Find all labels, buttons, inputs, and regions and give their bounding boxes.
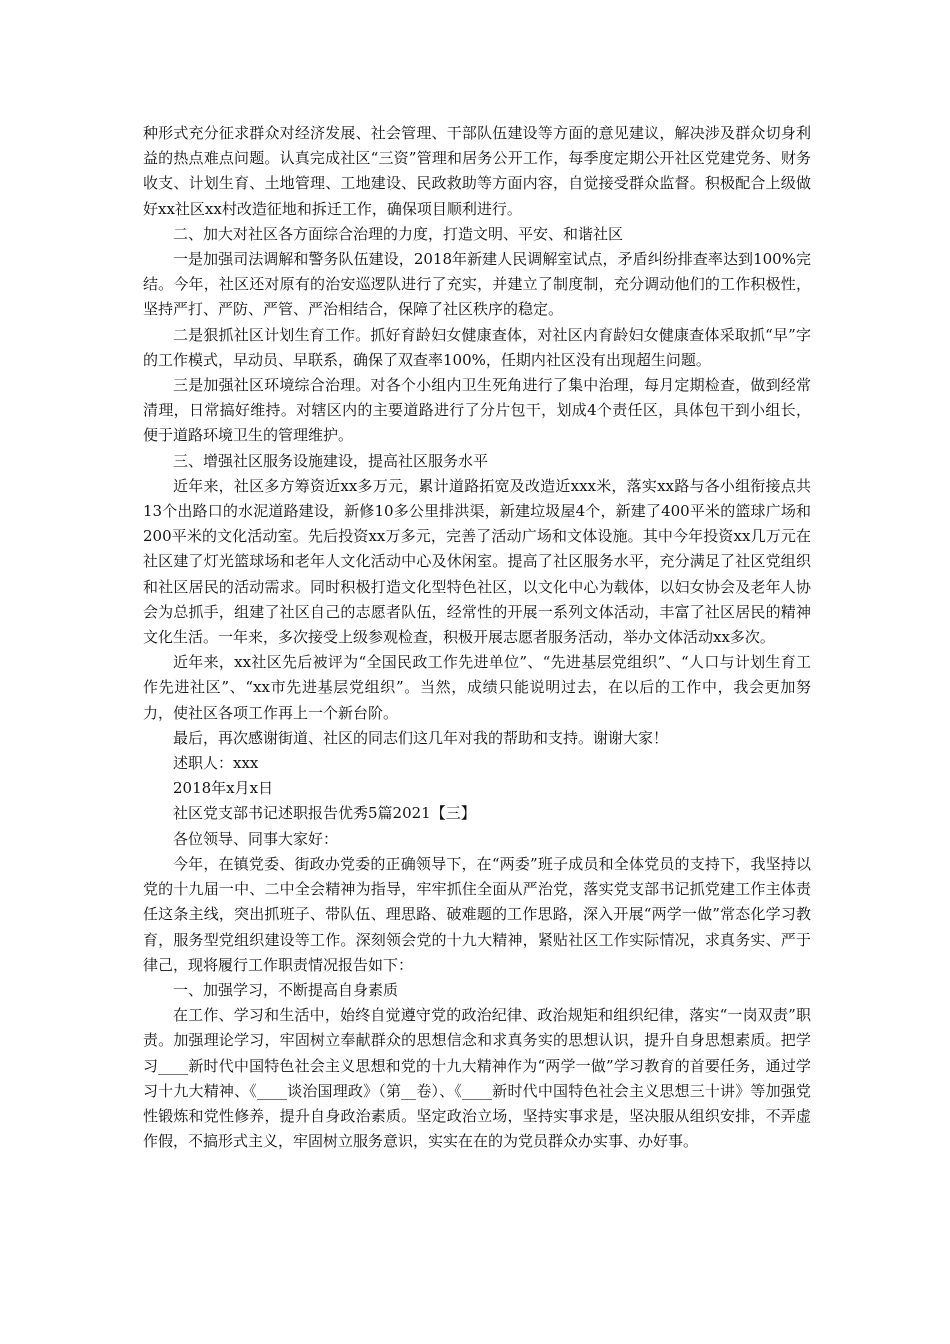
section-heading: 二、加大对社区各方面综合治理的力度，打造文明、平安、和谐社区	[173, 224, 624, 243]
body-paragraph: 近年来，社区多方筹资近xx多万元，累计道路拓宽及改造近xxx米，落实xx路与各小组衔接点共13个出路口的水泥道路建设，新修10多公里排洪渠，新建垃圾屋4个，新建了400平米的篮球广场和200平米的文化活动室。先后投资xx万多元，完善了活动广场和文体设施。其中今年投资xx几万元在社区建了灯光篮球场和老年人文化活动中心及休闲室。提高了社区服务水平，充分满足了社区党组织和社区居民的活动需求。同时积极打造文化型特色社区，以文化中心为载体，以妇女协会及老年人协会为总抓手，组建了社区自己的志愿者队伍，经常性的开展一系列文体活动，丰富了社区居民的精神文化生活。一年来，多次接受上级参观检查，积极开展志愿者服务活动，举办文体活动xx多次。	[143, 476, 811, 647]
report-title: 社区党支部书记述职报告优秀5篇2021【三】	[173, 804, 476, 823]
author-line: 述职人：xxx	[173, 754, 259, 773]
body-paragraph: 三是加强社区环境综合治理。对各个小组内卫生死角进行了集中治理，每月定期检查，做到经常清理，日常搞好维持。对辖区内的主要道路进行了分片包干，划成4个责任区，具体包干到小组长，便于道路环境卫生的管理维护。	[143, 376, 811, 445]
date-line: 2018年x月x日	[173, 779, 274, 798]
document-body	[143, 121, 811, 1154]
body-paragraph: 种形式充分征求群众对经济发展、社会管理、干部队伍建设等方面的意见建议，解决涉及群众切身利益的热点难点问题。认真完成社区“三资”管理和居务公开工作，每季度定期公开社区党建党务、财务收支、计划生育、土地管理、工地建设、民政救助等方面内容，自觉接受群众监督。积极配合上级做好xx社区xx村改造征地和拆迁工作，确保项目顺利进行。	[143, 124, 811, 218]
body-paragraph: 近年来，xx社区先后被评为“全国民政工作先进单位”、“先进基层党组织”、“人口与计划生育工作先进社区”、“xx市先进基层党组织”。当然，成绩只能说明过去，在以后的工作中，我会更加努力，使社区各项工作再上一个新台阶。	[143, 653, 811, 722]
body-paragraph: 二是狠抓社区计划生育工作。抓好育龄妇女健康查体，对社区内育龄妇女健康查体采取抓“早”字的工作模式，早动员、早联系，确保了双查率100%，任期内社区没有出现超生问题。	[143, 325, 811, 369]
section-heading: 三、增强社区服务设施建设，提高社区服务水平	[173, 451, 489, 470]
closing-line: 最后，再次感谢街道、社区的同志们这几年对我的帮助和支持。谢谢大家！	[173, 728, 669, 747]
body-paragraph: 在工作、学习和生活中，始终自觉遵守党的政治纪律、政治规矩和组织纪律，落实“一岗双责”职责。加强理论学习，牢固树立奉献群众的思想信念和求真务实的思想认识，提升自身思想素质。把学习____新时代中国特色社会主义思想和党的十九大精神作为“两学一做”学习教育的首要任务，通过学习十九大精神、《____谈治国理政》（第__卷）、《____新时代中国特色社会主义思想三十讲》等加强党性锻炼和党性修养，提升自身政治素质。坚定政治立场，坚持实事求是，坚决服从组织安排，不弄虚作假，不搞形式主义，牢固树立服务意识，实实在在的为党员群众办实事、办好事。	[143, 1006, 811, 1151]
section-heading: 一、加强学习，不断提高自身素质	[173, 980, 399, 999]
salutation: 各位领导、同事大家好：	[173, 829, 339, 848]
body-paragraph: 一是加强司法调解和警务队伍建设，2018年新建人民调解室试点，矛盾纠纷排查率达到100%完结。今年，社区还对原有的治安巡逻队进行了充实，并建立了制度制，充分调动他们的工作积极性，坚持严打、严防、严管、严治相结合，保障了社区秩序的稳定。	[143, 250, 811, 319]
body-paragraph: 今年，在镇党委、街政办党委的正确领导下，在“两委”班子成员和全体党员的支持下，我坚持以党的十九届一中、二中全会精神为指导，牢牢抓住全面从严治党，落实党支部书记抓党建工作主体责任这条主线，突出抓班子、带队伍、理思路、破难题的工作思路，深入开展“两学一做”常态化学习教育，服务型党组织建设等工作。深刻领会党的十九大精神，紧贴社区工作实际情况，求真务实、严于律己，现将履行工作职责情况报告如下：	[143, 854, 811, 974]
